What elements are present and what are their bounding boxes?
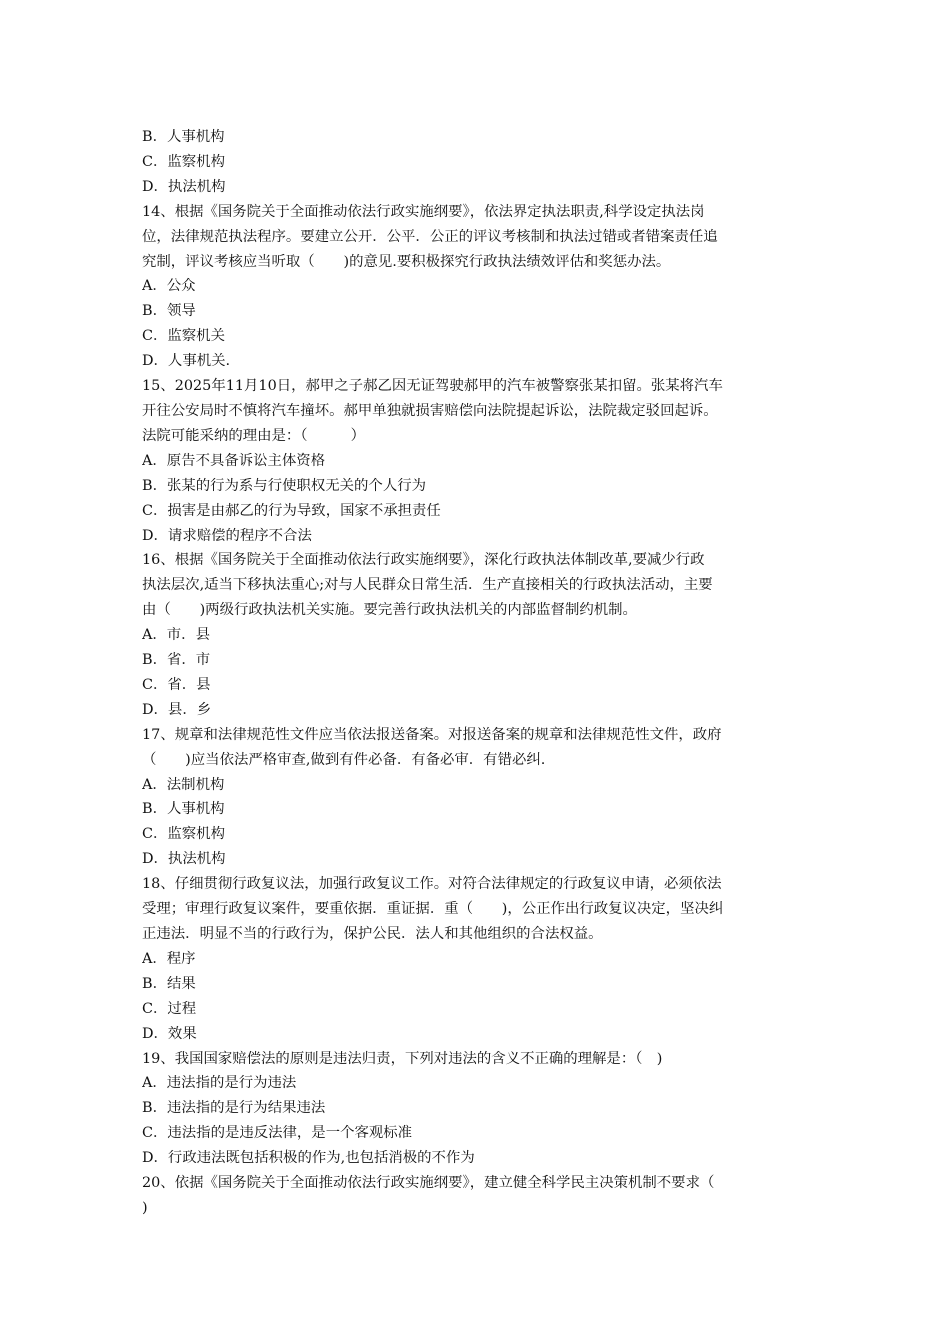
question-18 (142, 872, 814, 1046)
question-text-line: 14、根据《国务院关于全面推动依法行政实施纲要》，依法界定执法职责,科学设定执法岗 (142, 203, 705, 220)
option-c: C．过程 (142, 1000, 197, 1017)
question-text-line: 执法层次,适当下移执法重心;对与人民群众日常生活．生产直接相关的行政执法活动，主要 (142, 577, 713, 594)
question-text-line: ) (142, 1199, 148, 1216)
question-text-line: 位，法律规范执法程序。要建立公开．公平．公正的评议考核制和执法过错或者错案责任追 (142, 228, 718, 245)
option-a: A．违法指的是行为违法 (142, 1075, 297, 1092)
question-text-line: 法院可能采纳的理由是：（ ） (142, 427, 366, 444)
question-text-line: 17、规章和法律规范性文件应当依法报送备案。对报送备案的规章和法律规范性文件，政府 (142, 726, 722, 743)
option-d: D．执法机构 (142, 178, 226, 195)
option-c: C．省．县 (142, 676, 211, 693)
question-15 (142, 374, 814, 548)
question-text-line: 19、我国国家赔偿法的原则是违法归责，下列对违法的含义不正确的理解是：（ ) (142, 1050, 663, 1067)
question-17 (142, 723, 814, 872)
question-text-line: 受理；审理行政复议案件，要重依据．重证据．重（ )，公正作出行政复议决定，坚决纠 (142, 901, 724, 918)
option-b: B．违法指的是行为结果违法 (142, 1100, 326, 1117)
option-d: D．人事机关. (142, 353, 231, 370)
question-text-line: 由（ )两级行政执法机关实施。要完善行政执法机关的内部监督制约机制。 (142, 602, 637, 619)
question-14 (142, 200, 814, 374)
question-text-line: 15、2025年11月10日，郝甲之子郝乙因无证驾驶郝甲的汽车被警察张某扣留。张某将汽车 (142, 378, 723, 395)
question-text-line: （ )应当依法严格审查,做到有件必备．有备必审．有错必纠. (142, 751, 546, 768)
question-text-line: 正违法．明显不当的行政行为，保护公民．法人和其他组织的合法权益。 (142, 926, 603, 942)
question-text-line: 20、依据《国务院关于全面推动依法行政实施纲要》，建立健全科学民主决策机制不要求（ (142, 1175, 715, 1192)
option-b: B．结果 (142, 975, 196, 992)
question-text-line: 究制，评议考核应当听取（ )的意见.要积极探究行政执法绩效评估和奖惩办法。 (142, 253, 671, 270)
option-b: B．人事机构 (142, 801, 225, 818)
option-c: C．监察机构 (142, 153, 225, 170)
option-b: B．省．市 (142, 652, 211, 669)
option-c: C．违法指的是违反法律，是一个客观标准 (142, 1125, 413, 1142)
option-a: A．程序 (142, 950, 196, 967)
option-d: D．执法机构 (142, 851, 226, 868)
option-c: C．监察机构 (142, 826, 225, 843)
question-text-line: 16、根据《国务院关于全面推动依法行政实施纲要》，深化行政执法体制改革,要减少行政 (142, 552, 705, 569)
question-19 (142, 1047, 814, 1172)
option-a: A．公众 (142, 278, 196, 295)
document-page (142, 125, 814, 1221)
option-b: B．人事机构 (142, 129, 225, 145)
option-a: A．法制机构 (142, 776, 225, 793)
option-a: A．原告不具备诉讼主体资格 (142, 452, 326, 469)
option-d: D．县．乡 (142, 701, 212, 718)
question-16 (142, 548, 814, 722)
question-text-line: 18、仔细贯彻行政复议法，加强行政复议工作。对符合法律规定的行政复议申请，必须依法 (142, 876, 722, 893)
option-c: C．损害是由郝乙的行为导致，国家不承担责任 (142, 502, 441, 519)
option-d: D．请求赔偿的程序不合法 (142, 527, 312, 544)
option-d: D．效果 (142, 1025, 197, 1042)
option-b: B．张某的行为系与行使职权无关的个人行为 (142, 477, 426, 494)
question-text-line: 开往公安局时不慎将汽车撞坏。郝甲单独就损害赔偿向法院提起诉讼，法院裁定驳回起诉。 (142, 402, 718, 419)
question-20 (142, 1171, 814, 1221)
lead-options (142, 125, 814, 200)
option-b: B．领导 (142, 303, 196, 320)
option-c: C．监察机关 (142, 328, 225, 345)
option-a: A．市．县 (142, 627, 210, 644)
option-d: D．行政违法既包括积极的作为,也包括消极的不作为 (142, 1150, 475, 1167)
